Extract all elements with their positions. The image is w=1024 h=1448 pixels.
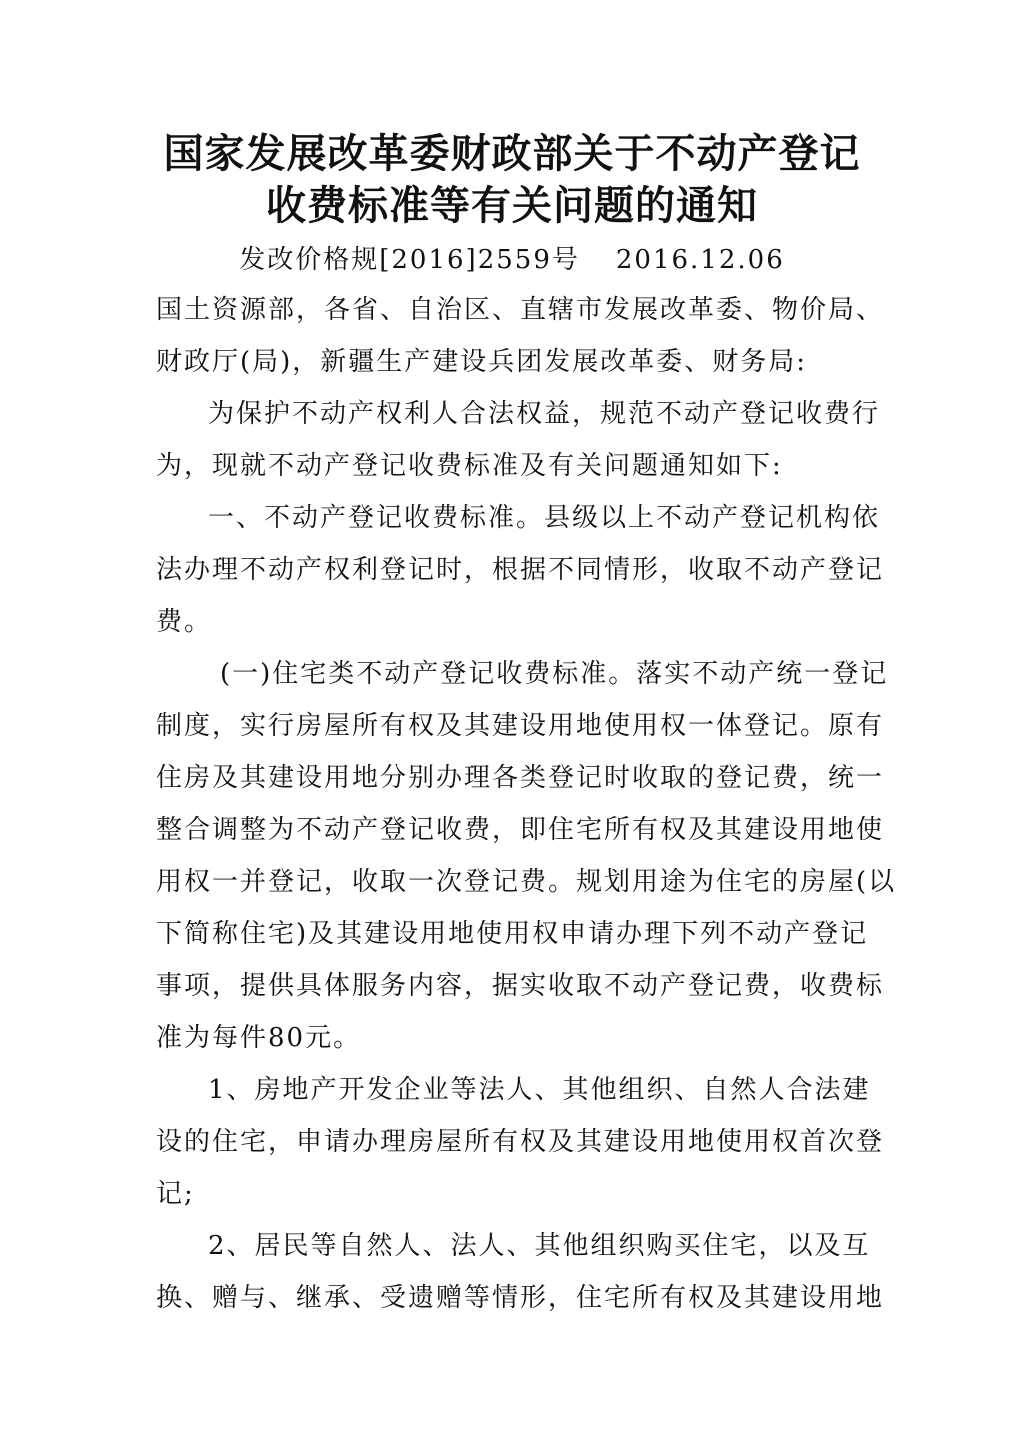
body-line: 为，现就不动产登记收费标准及有关问题通知如下:: [156, 451, 783, 481]
document-title-line-1: 国家发展改革委财政部关于不动产登记: [163, 131, 861, 177]
body-line: 2、居民等自然人、法人、其他组织购买住宅，以及互: [208, 1231, 871, 1261]
document-number-date: [0, 240, 1024, 280]
body-line: (一)住宅类不动产登记收费标准。落实不动产统一登记: [220, 659, 889, 689]
body-line: 下简称住宅)及其建设用地使用权申请办理下列不动产登记: [156, 919, 869, 949]
document-title-line-2: 收费标准等有关问题的通知: [266, 183, 758, 229]
body-line: 财政厅(局)，新疆生产建设兵团发展改革委、财务局:: [156, 347, 808, 377]
body-line: 记;: [156, 1179, 195, 1209]
body-line: 制度，实行房屋所有权及其建设用地使用权一体登记。原有: [156, 711, 885, 741]
body-line: 准为每件80元。: [156, 1023, 362, 1053]
body-line: 法办理不动产权利登记时，根据不同情形，收取不动产登记: [156, 555, 885, 585]
body-line: 事项，提供具体服务内容，据实收取不动产登记费，收费标: [156, 971, 885, 1001]
body-line: 住房及其建设用地分别办理各类登记时收取的登记费，统一: [156, 763, 885, 793]
body-line: 整合调整为不动产登记收费，即住宅所有权及其建设用地使: [156, 815, 885, 845]
document-number: 发改价格规[2016]2559号: [239, 245, 580, 275]
body-line: 为保护不动产权利人合法权益，规范不动产登记收费行: [208, 399, 881, 429]
body-line: 一、不动产登记收费标准。县级以上不动产登记机构依: [208, 503, 881, 533]
body-line: 国土资源部，各省、自治区、直辖市发展改革委、物价局、: [156, 295, 885, 325]
body-line: 费。: [156, 607, 213, 637]
body-line: 1、房地产开发企业等法人、其他组织、自然人合法建: [208, 1075, 871, 1105]
body-line: 设的住宅，申请办理房屋所有权及其建设用地使用权首次登: [156, 1127, 885, 1157]
body-line: 换、赠与、继承、受遗赠等情形，住宅所有权及其建设用地: [156, 1283, 885, 1313]
body-line: 用权一并登记，收取一次登记费。规划用途为住宅的房屋(以: [156, 867, 897, 897]
document-date: 2016.12.06: [615, 245, 785, 275]
